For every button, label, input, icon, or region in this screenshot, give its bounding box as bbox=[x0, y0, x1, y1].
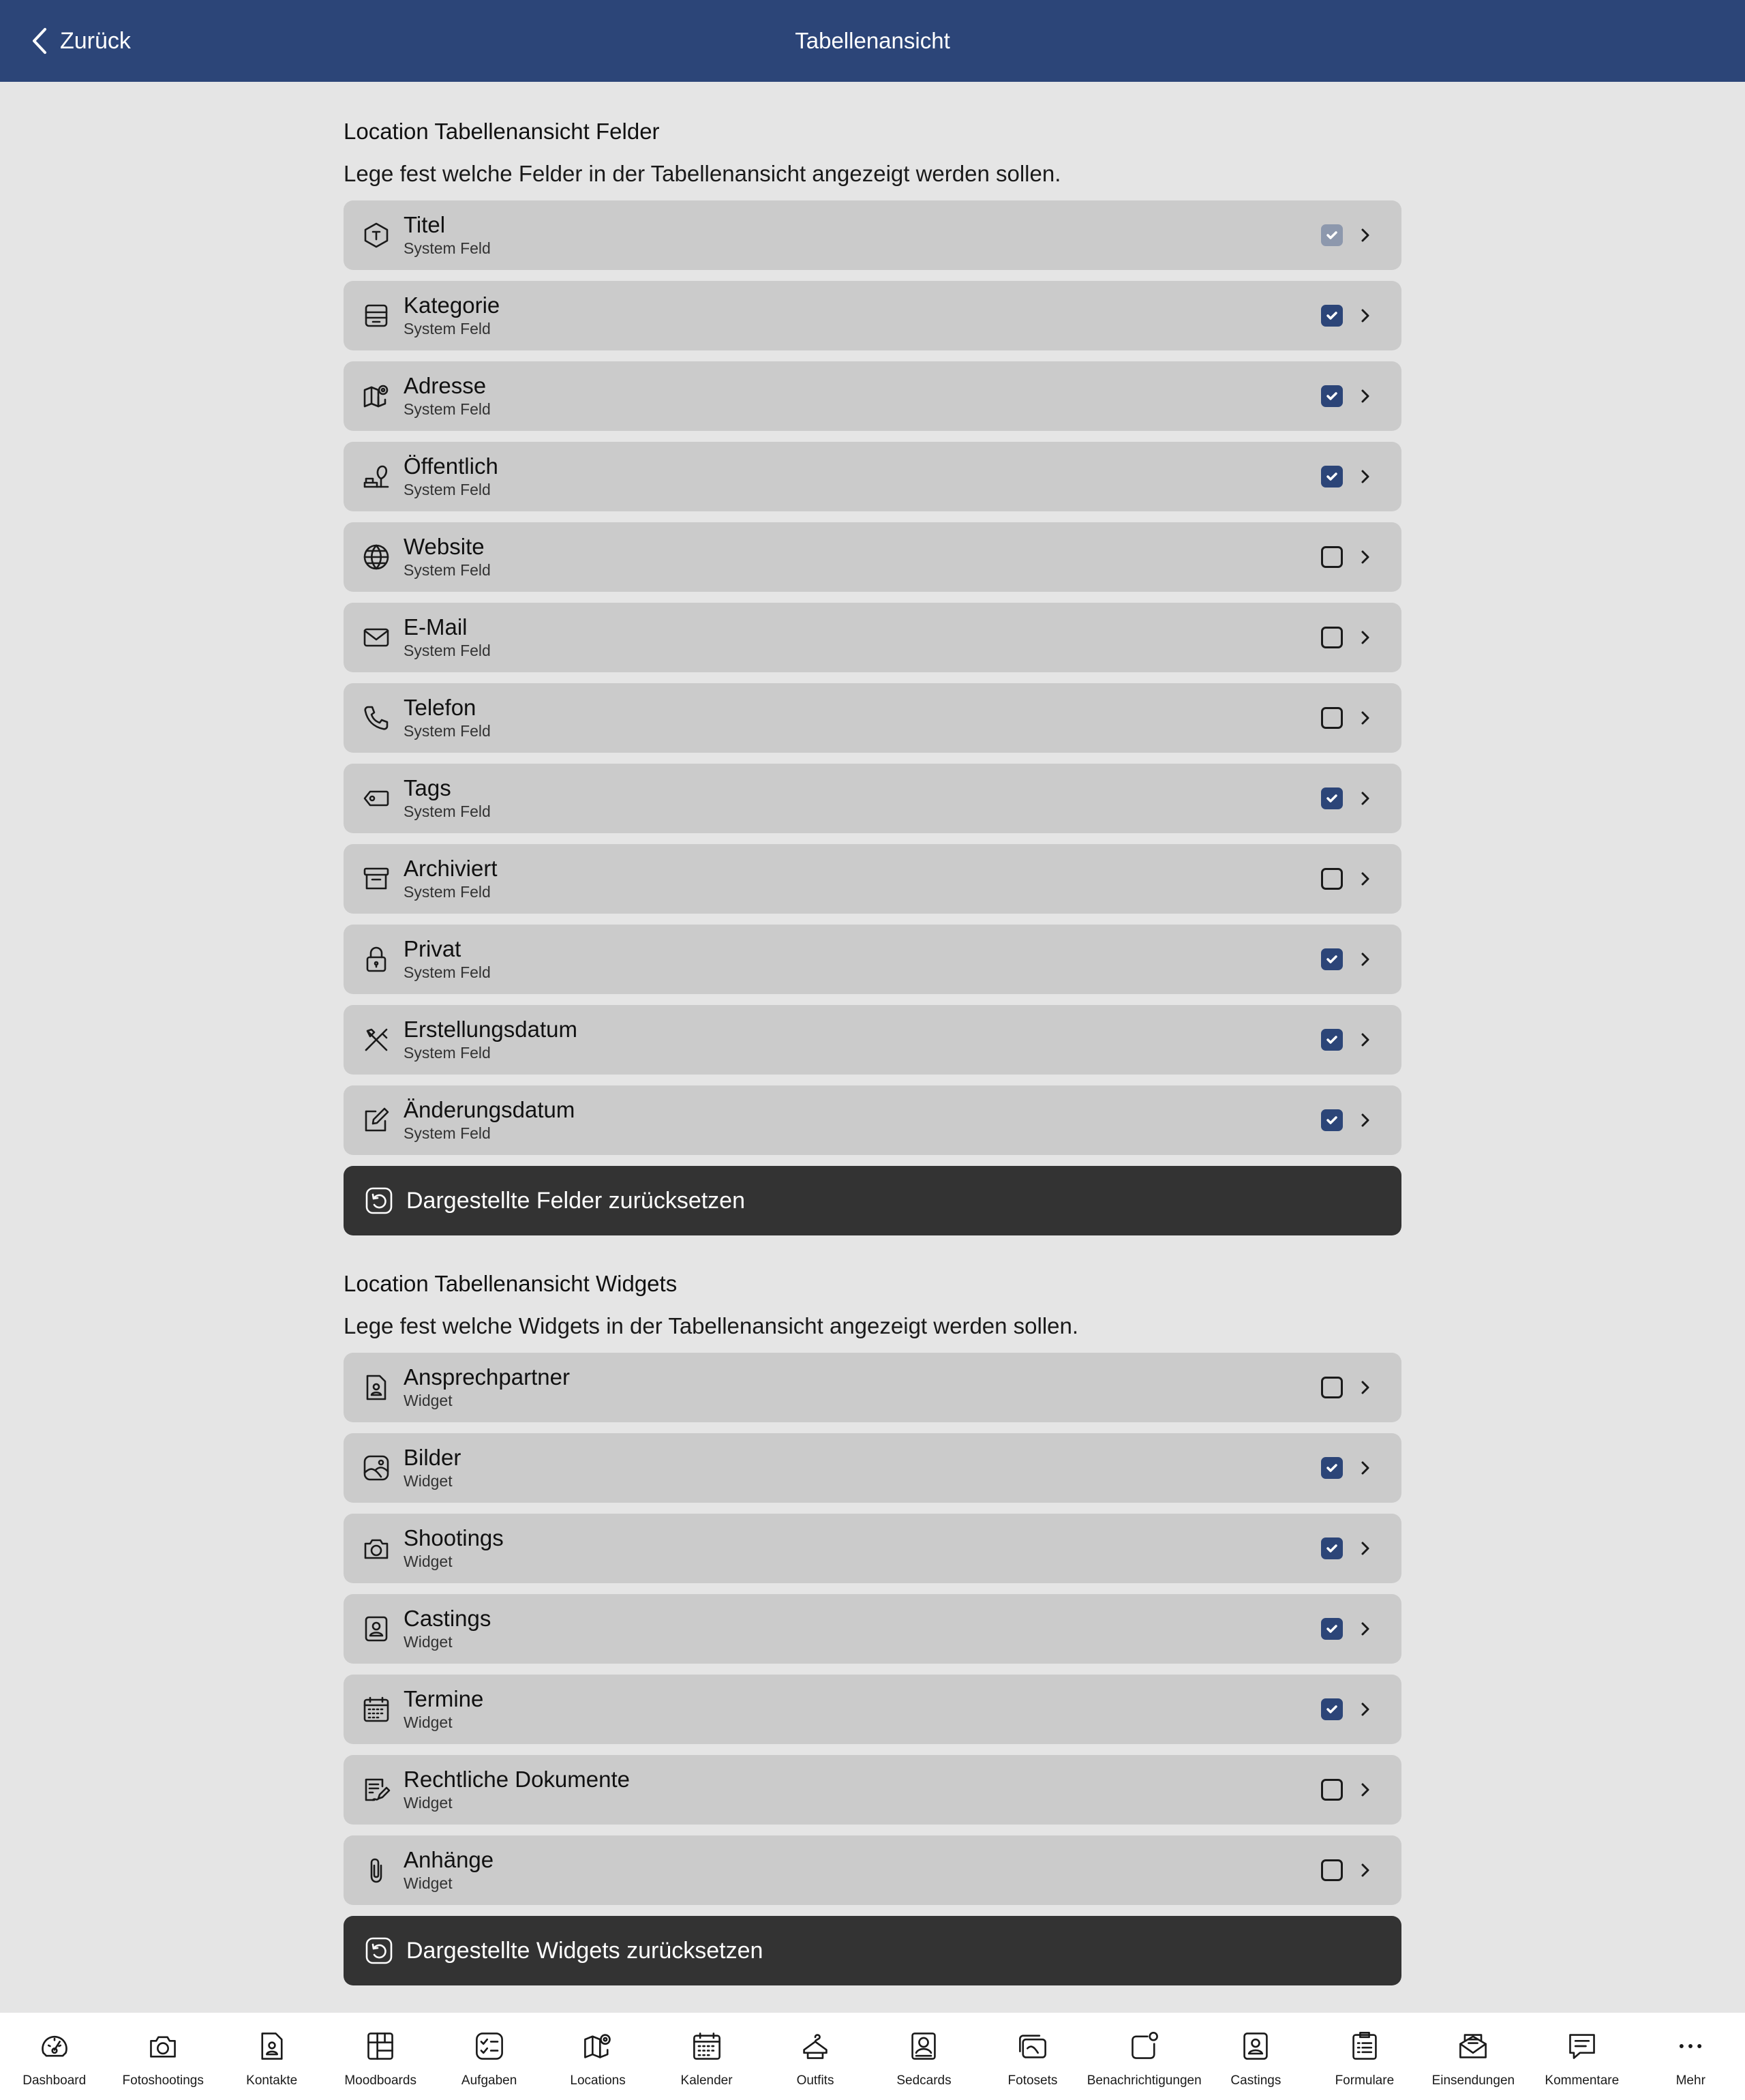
row-subtitle: Widget bbox=[404, 1713, 453, 1731]
phone-icon bbox=[360, 702, 393, 734]
row-text bbox=[404, 1525, 1401, 1572]
chevron-right-icon[interactable] bbox=[1355, 547, 1376, 567]
field-row-website[interactable] bbox=[344, 522, 1401, 592]
visibility-checkbox[interactable] bbox=[1321, 1457, 1343, 1479]
row-title: Privat bbox=[404, 936, 461, 961]
field-row-privat[interactable] bbox=[344, 925, 1401, 994]
row-title: Website bbox=[404, 534, 485, 559]
row-subtitle: System Feld bbox=[404, 481, 491, 498]
row-subtitle: System Feld bbox=[404, 883, 491, 901]
chevron-right-icon[interactable] bbox=[1355, 1780, 1376, 1800]
widget-row-shootings[interactable] bbox=[344, 1514, 1401, 1583]
row-title: Rechtliche Dokumente bbox=[404, 1767, 630, 1792]
reset-fields-button[interactable] bbox=[344, 1166, 1401, 1235]
row-text bbox=[404, 1686, 1401, 1732]
camera-icon bbox=[360, 1532, 393, 1565]
row-title: Adresse bbox=[404, 373, 487, 398]
widget-row-termine[interactable] bbox=[344, 1675, 1401, 1744]
moodboard-icon bbox=[365, 2030, 396, 2065]
visibility-checkbox[interactable] bbox=[1321, 868, 1343, 890]
chevron-right-icon[interactable] bbox=[1355, 1458, 1376, 1478]
row-subtitle: Widget bbox=[404, 1472, 453, 1490]
widgets-section-title: Location Tabellenansicht Widgets bbox=[344, 1271, 678, 1296]
tab-label: Locations bbox=[570, 2073, 626, 2088]
row-text bbox=[404, 614, 1401, 661]
contact-file-icon bbox=[360, 1371, 393, 1404]
chevron-right-icon[interactable] bbox=[1355, 1030, 1376, 1050]
checkmark-icon bbox=[1324, 469, 1339, 484]
row-text bbox=[404, 695, 1401, 741]
widget-row-rechtliche-dokumente[interactable] bbox=[344, 1755, 1401, 1825]
widgets-list bbox=[344, 1353, 1401, 1905]
more-icon bbox=[1675, 2030, 1706, 2065]
row-title: Castings bbox=[404, 1606, 491, 1631]
checkmark-icon bbox=[1324, 1621, 1339, 1636]
tab-label: Fotoshootings bbox=[122, 2073, 204, 2088]
tab-label: Aufgaben bbox=[461, 2073, 517, 2088]
checkmark-icon bbox=[1324, 1460, 1339, 1475]
chevron-right-icon[interactable] bbox=[1355, 1538, 1376, 1559]
fields-section-title: Location Tabellenansicht Felder bbox=[344, 119, 660, 144]
row-title: Termine bbox=[404, 1686, 484, 1711]
row-subtitle: Widget bbox=[404, 1874, 453, 1892]
widget-row-castings[interactable] bbox=[344, 1594, 1401, 1664]
widgets-section-description: Lege fest welche Widgets in der Tabellenansicht angezeigt werden sollen. bbox=[344, 1313, 1079, 1338]
row-title: Titel bbox=[404, 212, 446, 237]
back-label: Zurück bbox=[60, 27, 131, 54]
category-tray-icon bbox=[360, 299, 393, 332]
fotosets-icon bbox=[1017, 2030, 1048, 2065]
row-text bbox=[404, 453, 1401, 500]
row-subtitle: System Feld bbox=[404, 722, 491, 740]
chevron-right-icon[interactable] bbox=[1355, 1110, 1376, 1130]
row-subtitle: Widget bbox=[404, 1794, 453, 1812]
row-subtitle: System Feld bbox=[404, 802, 491, 820]
checkmark-icon bbox=[1324, 1702, 1339, 1717]
chevron-right-icon[interactable] bbox=[1355, 708, 1376, 728]
visibility-checkbox[interactable] bbox=[1321, 546, 1343, 568]
calendar-icon bbox=[691, 2030, 723, 2065]
tab-label: Castings bbox=[1230, 2073, 1281, 2088]
tab-kommentare[interactable] bbox=[1528, 2013, 1636, 2100]
tab-label: Kontakte bbox=[246, 2073, 298, 2088]
row-subtitle: System Feld bbox=[404, 1124, 491, 1142]
row-text bbox=[404, 775, 1401, 822]
row-subtitle: System Feld bbox=[404, 320, 491, 338]
chevron-right-icon[interactable] bbox=[1355, 869, 1376, 889]
checkmark-icon bbox=[1324, 791, 1339, 806]
tasks-icon bbox=[474, 2030, 505, 2065]
checkmark-icon bbox=[1324, 1032, 1339, 1047]
row-text bbox=[404, 292, 1401, 339]
visibility-checkbox[interactable] bbox=[1321, 948, 1343, 970]
visibility-checkbox[interactable] bbox=[1321, 1618, 1343, 1640]
main-content bbox=[344, 82, 1401, 1985]
field-row-kategorie[interactable] bbox=[344, 281, 1401, 350]
edit-icon bbox=[360, 1104, 393, 1137]
chevron-right-icon[interactable] bbox=[1355, 466, 1376, 487]
image-icon bbox=[360, 1452, 393, 1484]
outfit-icon bbox=[800, 2030, 831, 2065]
field-row-titel[interactable] bbox=[344, 200, 1401, 270]
row-subtitle: Widget bbox=[404, 1552, 453, 1570]
row-text bbox=[404, 1017, 1401, 1063]
tab-fotoshootings[interactable] bbox=[108, 2013, 217, 2100]
tab-label: Kommentare bbox=[1545, 2073, 1620, 2088]
chevron-right-icon[interactable] bbox=[1355, 1619, 1376, 1639]
row-title: Archiviert bbox=[404, 856, 498, 881]
field-row-telefon[interactable] bbox=[344, 683, 1401, 753]
row-title: Telefon bbox=[404, 695, 476, 720]
row-text bbox=[404, 1097, 1401, 1143]
notification-icon bbox=[1129, 2030, 1160, 2065]
chevron-right-icon[interactable] bbox=[1355, 1860, 1376, 1880]
reset-widgets-label: Dargestellte Widgets zurücksetzen bbox=[406, 1937, 763, 1964]
chevron-right-icon[interactable] bbox=[1355, 788, 1376, 809]
dashboard-icon bbox=[39, 2030, 70, 2065]
tab-label: Mehr bbox=[1675, 2073, 1705, 2088]
submission-icon bbox=[1457, 2030, 1489, 2065]
row-title: Tags bbox=[404, 775, 451, 800]
tab-label: Benachrichtigungen bbox=[1087, 2073, 1202, 2088]
archive-icon bbox=[360, 862, 393, 895]
visibility-checkbox[interactable] bbox=[1321, 1377, 1343, 1398]
field-row-tags[interactable] bbox=[344, 764, 1401, 833]
widget-row-anhaenge[interactable] bbox=[344, 1835, 1401, 1905]
row-title: E-Mail bbox=[404, 614, 468, 640]
row-text bbox=[404, 936, 1401, 982]
tab-label: Dashboard bbox=[22, 2073, 87, 2088]
comment-icon bbox=[1566, 2030, 1598, 2065]
visibility-checkbox[interactable] bbox=[1321, 466, 1343, 487]
chevron-right-icon[interactable] bbox=[1355, 1377, 1376, 1398]
field-row-aenderungsdatum[interactable] bbox=[344, 1085, 1401, 1155]
chevron-right-icon[interactable] bbox=[1355, 949, 1376, 970]
row-text bbox=[404, 1767, 1401, 1813]
visibility-checkbox[interactable] bbox=[1321, 1537, 1343, 1559]
row-title: Öffentlich bbox=[404, 453, 498, 479]
fields-list bbox=[344, 200, 1401, 1155]
row-text bbox=[404, 373, 1401, 419]
row-subtitle: System Feld bbox=[404, 963, 491, 981]
tab-label: Moodboards bbox=[344, 2073, 416, 2088]
top-navigation-bar bbox=[0, 0, 1745, 82]
row-text bbox=[404, 534, 1401, 580]
row-title: Änderungsdatum bbox=[404, 1097, 575, 1122]
row-text bbox=[404, 1847, 1401, 1893]
tab-label: Einsendungen bbox=[1431, 2073, 1515, 2088]
map-pin-icon bbox=[582, 2030, 613, 2065]
checkmark-icon bbox=[1324, 389, 1339, 404]
bottom-tab-bar bbox=[0, 2013, 1745, 2100]
checkmark-icon bbox=[1324, 308, 1339, 323]
tab-fotosets[interactable] bbox=[978, 2013, 1087, 2100]
row-subtitle: System Feld bbox=[404, 561, 491, 579]
visibility-checkbox[interactable] bbox=[1321, 1779, 1343, 1801]
map-pin-icon bbox=[360, 380, 393, 412]
calendar-icon bbox=[360, 1693, 393, 1726]
tab-outfits[interactable] bbox=[761, 2013, 869, 2100]
row-text bbox=[404, 856, 1401, 902]
row-title: Ansprechpartner bbox=[404, 1364, 570, 1390]
casting-icon bbox=[360, 1612, 393, 1645]
visibility-checkbox[interactable] bbox=[1321, 1859, 1343, 1881]
chevron-right-icon[interactable] bbox=[1355, 305, 1376, 326]
visibility-checkbox bbox=[1321, 224, 1343, 246]
tab-castings[interactable] bbox=[1202, 2013, 1310, 2100]
visibility-checkbox[interactable] bbox=[1321, 1109, 1343, 1131]
checkmark-icon bbox=[1324, 1113, 1339, 1128]
checkmark-icon bbox=[1324, 228, 1339, 243]
legal-document-icon bbox=[360, 1773, 393, 1806]
tab-label: Sedcards bbox=[896, 2073, 952, 2088]
visibility-checkbox[interactable] bbox=[1321, 385, 1343, 407]
tab-dashboard[interactable] bbox=[0, 2013, 108, 2100]
visibility-checkbox[interactable] bbox=[1321, 707, 1343, 729]
row-text bbox=[404, 1606, 1401, 1652]
tab-moodboards[interactable] bbox=[326, 2013, 434, 2100]
visibility-checkbox[interactable] bbox=[1321, 1029, 1343, 1051]
contact-icon bbox=[256, 2030, 288, 2065]
checkmark-icon bbox=[1324, 1541, 1339, 1556]
row-subtitle: System Feld bbox=[404, 400, 491, 418]
row-text bbox=[404, 212, 1401, 258]
public-icon bbox=[360, 460, 393, 493]
visibility-checkbox[interactable] bbox=[1321, 627, 1343, 648]
tab-formulare[interactable] bbox=[1310, 2013, 1418, 2100]
row-subtitle: Widget bbox=[404, 1633, 453, 1651]
row-subtitle: System Feld bbox=[404, 239, 491, 257]
reset-icon bbox=[364, 1186, 394, 1216]
tab-label: Outfits bbox=[796, 2073, 834, 2088]
row-subtitle: Widget bbox=[404, 1392, 453, 1409]
globe-icon bbox=[360, 541, 393, 573]
back-button[interactable] bbox=[27, 0, 131, 82]
mail-icon bbox=[360, 621, 393, 654]
tab-locations[interactable] bbox=[543, 2013, 652, 2100]
tools-icon bbox=[360, 1023, 393, 1056]
tab-mehr[interactable] bbox=[1637, 2013, 1745, 2100]
tab-aufgaben[interactable] bbox=[435, 2013, 543, 2100]
tab-label: Fotosets bbox=[1007, 2073, 1058, 2088]
row-subtitle: System Feld bbox=[404, 1044, 491, 1062]
reset-widgets-button[interactable] bbox=[344, 1916, 1401, 1985]
row-text bbox=[404, 1364, 1401, 1411]
reset-fields-label: Dargestellte Felder zurücksetzen bbox=[406, 1187, 746, 1214]
tab-label: Kalender bbox=[680, 2073, 733, 2088]
form-icon bbox=[1349, 2030, 1380, 2065]
checkmark-icon bbox=[1324, 952, 1339, 967]
row-title: Erstellungsdatum bbox=[404, 1017, 577, 1042]
lock-icon bbox=[360, 943, 393, 976]
field-row-archiviert[interactable] bbox=[344, 844, 1401, 914]
chevron-right-icon[interactable] bbox=[1355, 1699, 1376, 1720]
field-row-erstellungsdatum[interactable] bbox=[344, 1005, 1401, 1075]
row-title: Kategorie bbox=[404, 292, 500, 318]
visibility-checkbox[interactable] bbox=[1321, 305, 1343, 327]
sedcard-icon bbox=[908, 2030, 939, 2065]
field-row-adresse[interactable] bbox=[344, 361, 1401, 431]
row-title: Shootings bbox=[404, 1525, 504, 1550]
casting-icon bbox=[1240, 2030, 1271, 2065]
widget-row-bilder[interactable] bbox=[344, 1433, 1401, 1503]
camera-icon bbox=[147, 2030, 179, 2065]
field-row-e-mail[interactable] bbox=[344, 603, 1401, 672]
tab-einsendungen[interactable] bbox=[1419, 2013, 1528, 2100]
widget-row-ansprechpartner[interactable] bbox=[344, 1353, 1401, 1422]
tab-label: Formulare bbox=[1335, 2073, 1395, 2088]
tag-icon bbox=[360, 782, 393, 815]
row-title: Anhänge bbox=[404, 1847, 494, 1872]
tab-benachrichtigungen[interactable] bbox=[1087, 2013, 1202, 2100]
row-title: Bilder bbox=[404, 1445, 461, 1470]
title-shield-icon bbox=[360, 219, 393, 252]
field-row-oeffentlich[interactable] bbox=[344, 442, 1401, 511]
page-title: Tabellenansicht bbox=[795, 28, 950, 53]
paperclip-icon bbox=[360, 1854, 393, 1887]
row-text bbox=[404, 1445, 1401, 1491]
chevron-right-icon[interactable] bbox=[1355, 627, 1376, 648]
fields-section-description: Lege fest welche Felder in der Tabellenansicht angezeigt werden sollen. bbox=[344, 161, 1061, 186]
visibility-checkbox[interactable] bbox=[1321, 1698, 1343, 1720]
tab-sedcards[interactable] bbox=[870, 2013, 978, 2100]
reset-icon bbox=[364, 1936, 394, 1966]
tab-kalender[interactable] bbox=[652, 2013, 761, 2100]
chevron-left-icon bbox=[27, 25, 50, 57]
row-subtitle: System Feld bbox=[404, 642, 491, 659]
chevron-right-icon[interactable] bbox=[1355, 386, 1376, 406]
tab-kontakte[interactable] bbox=[217, 2013, 326, 2100]
chevron-right-icon[interactable] bbox=[1355, 225, 1376, 245]
visibility-checkbox[interactable] bbox=[1321, 787, 1343, 809]
